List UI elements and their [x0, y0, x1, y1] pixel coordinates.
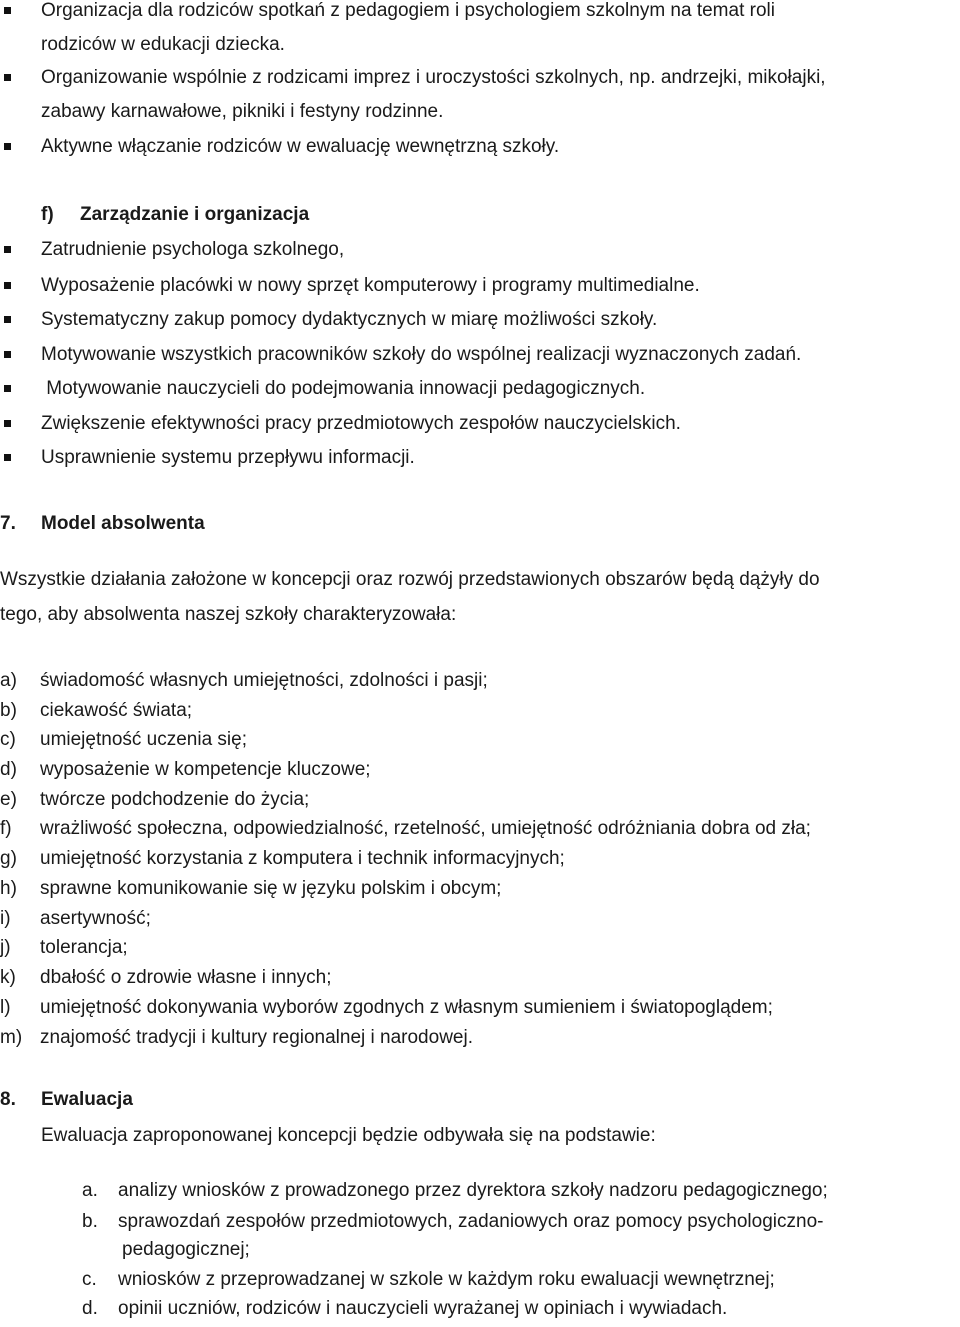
list-marker: c.	[82, 1269, 97, 1290]
list-marker: h)	[0, 878, 17, 899]
intro-paragraph-line: Wszystkie działania założone w koncepcji oraz rozwój przedstawionych obszarów będą dążyły do	[0, 569, 820, 590]
square-bullet-icon	[4, 351, 11, 358]
bullet-text: Organizowanie wspólnie z rodzicami imprez i uroczystości szkolnych, np. andrzejki, mikołajki,	[41, 67, 826, 88]
section-f-marker: f)	[41, 204, 54, 225]
list-marker: a.	[82, 1180, 98, 1201]
square-bullet-icon	[4, 282, 11, 289]
list-marker: d.	[82, 1298, 98, 1319]
list-text: wyposażenie w kompetencje kluczowe;	[40, 759, 371, 780]
list-marker: i)	[0, 908, 11, 929]
bullet-text-continued: rodziców w edukacji dziecka.	[41, 34, 285, 55]
list-text: znajomość tradycji i kultury regionalnej i narodowej.	[40, 1027, 473, 1048]
square-bullet-icon	[4, 454, 11, 461]
bullet-text: Organizacja dla rodziców spotkań z pedagogiem i psychologiem szkolnym na temat roli	[41, 0, 775, 21]
bullet-text: Zwiększenie efektywności pracy przedmiotowych zespołów nauczycielskich.	[41, 413, 681, 434]
bullet-text: Aktywne włączanie rodziców w ewaluację wewnętrzną szkoły.	[41, 136, 560, 157]
list-text: opinii uczniów, rodziców i nauczycieli wyrażanej w opiniach i wywiadach.	[118, 1298, 728, 1319]
list-marker: l)	[0, 997, 11, 1018]
list-text: świadomość własnych umiejętności, zdolności i pasji;	[40, 670, 488, 691]
list-text: wrażliwość społeczna, odpowiedzialność, rzetelność, umiejętność odróżniania dobra od zła;	[40, 818, 811, 839]
list-marker: c)	[0, 729, 16, 750]
list-text: umiejętność korzystania z komputera i technik informacyjnych;	[40, 848, 565, 869]
bullet-text: Systematyczny zakup pomocy dydaktycznych w miarę możliwości szkoły.	[41, 309, 658, 330]
list-text: tolerancja;	[40, 937, 128, 958]
list-text: dbałość o zdrowie własne i innych;	[40, 967, 332, 988]
bullet-text: Wyposażenie placówki w nowy sprzęt komputerowy i programy multimedialne.	[41, 275, 700, 296]
list-text: umiejętność uczenia się;	[40, 729, 247, 750]
square-bullet-icon	[4, 246, 11, 253]
intro-paragraph-line: tego, aby absolwenta naszej szkoły charakteryzowała:	[0, 604, 457, 625]
list-text: twórcze podchodzenie do życia;	[40, 789, 310, 810]
section-7-title: Model absolwenta	[41, 513, 205, 534]
list-text: sprawne komunikowanie się w języku polskim i obcym;	[40, 878, 502, 899]
section-8-title: Ewaluacja	[41, 1089, 133, 1110]
bullet-text: Motywowanie wszystkich pracowników szkoły do wspólnej realizacji wyznaczonych zadań.	[41, 344, 802, 365]
list-text: wniosków z przeprowadzanej w szkole w każdym roku ewaluacji wewnętrznej;	[118, 1269, 775, 1290]
square-bullet-icon	[4, 143, 11, 150]
bullet-text: Motywowanie nauczycieli do podejmowania innowacji pedagogicznych.	[41, 378, 646, 399]
bullet-text-continued: zabawy karnawałowe, pikniki i festyny rodzinne.	[41, 101, 444, 122]
list-text: ciekawość świata;	[40, 700, 193, 721]
square-bullet-icon	[4, 7, 11, 14]
square-bullet-icon	[4, 316, 11, 323]
section-8-number: 8.	[0, 1089, 16, 1110]
list-text: sprawozdań zespołów przedmiotowych, zadaniowych oraz pomocy psychologiczno-	[118, 1211, 824, 1232]
bullet-text: Usprawnienie systemu przepływu informacji.	[41, 447, 415, 468]
list-text: umiejętność dokonywania wyborów zgodnych z własnym sumieniem i światopoglądem;	[40, 997, 773, 1018]
list-marker: e)	[0, 789, 17, 810]
list-text: asertywność;	[40, 908, 151, 929]
list-marker: k)	[0, 967, 16, 988]
list-marker: j)	[0, 937, 11, 958]
list-marker: m)	[0, 1027, 23, 1048]
list-marker: b.	[82, 1211, 98, 1232]
square-bullet-icon	[4, 385, 11, 392]
list-marker: f)	[0, 818, 12, 839]
list-marker: a)	[0, 670, 17, 691]
list-marker: d)	[0, 759, 17, 780]
list-text: analizy wniosków z prowadzonego przez dyrektora szkoły nadzoru pedagogicznego;	[118, 1180, 828, 1201]
section-8-intro: Ewaluacja zaproponowanej koncepcji będzie odbywała się na podstawie:	[41, 1125, 656, 1146]
list-marker: g)	[0, 848, 17, 869]
square-bullet-icon	[4, 74, 11, 81]
list-text-continued: pedagogicznej;	[122, 1239, 250, 1260]
square-bullet-icon	[4, 420, 11, 427]
bullet-text: Zatrudnienie psychologa szkolnego,	[41, 239, 345, 260]
section-f-title: Zarządzanie i organizacja	[80, 204, 310, 225]
section-7-number: 7.	[0, 513, 16, 534]
list-marker: b)	[0, 700, 17, 721]
